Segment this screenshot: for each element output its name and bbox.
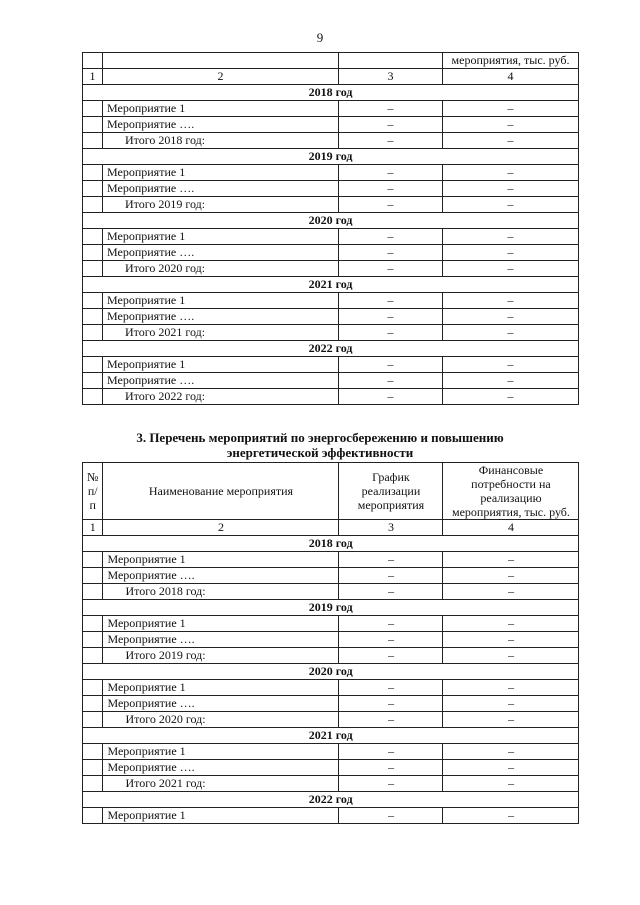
year-row [83, 664, 579, 680]
table-row [83, 616, 579, 632]
table-row [83, 680, 579, 696]
row-number-cell [83, 776, 103, 792]
col-number: 1 [83, 520, 103, 536]
table-measures-body [83, 463, 579, 824]
total-label: Итого 2020 год: [103, 261, 339, 277]
finance-cell: – [443, 776, 579, 792]
table-measures [82, 462, 579, 824]
total-label: Итого 2018 год: [103, 133, 339, 149]
table-row [83, 632, 579, 648]
measure-name: Мероприятие 1 [103, 616, 339, 632]
schedule-cell: – [339, 648, 443, 664]
schedule-cell: – [339, 293, 443, 309]
table-row [83, 357, 579, 373]
table-row [83, 309, 579, 325]
finance-cell: – [443, 165, 579, 181]
table-row [83, 648, 579, 664]
table-continuation [82, 52, 579, 405]
finance-cell: – [443, 760, 579, 776]
schedule-cell: – [339, 181, 443, 197]
table-row [83, 568, 579, 584]
col-number: 2 [103, 520, 339, 536]
row-number-cell [83, 696, 103, 712]
year-row [83, 536, 579, 552]
year-heading: 2020 год [83, 213, 579, 229]
finance-cell: – [443, 680, 579, 696]
measure-name: Мероприятие …. [103, 632, 339, 648]
row-number-cell [83, 373, 103, 389]
finance-cell: – [443, 197, 579, 213]
table-row [83, 325, 579, 341]
column-number-row [83, 520, 579, 536]
row-number-cell [83, 309, 103, 325]
table-row [83, 712, 579, 728]
table-row [83, 181, 579, 197]
measure-name: Мероприятие 1 [103, 680, 339, 696]
schedule-cell: – [339, 229, 443, 245]
measure-name: Мероприятие …. [103, 760, 339, 776]
row-number-cell [83, 568, 103, 584]
schedule-cell: – [339, 373, 443, 389]
finance-cell: – [443, 261, 579, 277]
table-row [83, 389, 579, 405]
table-row [83, 261, 579, 277]
finance-cell: – [443, 101, 579, 117]
finance-cell: – [443, 808, 579, 824]
year-row [83, 85, 579, 101]
total-label: Итого 2019 год: [103, 197, 339, 213]
measure-name: Мероприятие …. [103, 373, 339, 389]
year-row [83, 792, 579, 808]
year-row [83, 341, 579, 357]
row-number-cell [83, 712, 103, 728]
measure-name: Мероприятие 1 [103, 229, 339, 245]
finance-cell: – [443, 133, 579, 149]
row-number-cell [83, 680, 103, 696]
row-number-cell [83, 325, 103, 341]
measure-name: Мероприятие 1 [103, 293, 339, 309]
year-row [83, 728, 579, 744]
schedule-cell: – [339, 680, 443, 696]
schedule-cell: – [339, 552, 443, 568]
total-label: Итого 2019 год: [103, 648, 339, 664]
schedule-cell: – [339, 357, 443, 373]
finance-cell: – [443, 357, 579, 373]
measure-name: Мероприятие 1 [103, 357, 339, 373]
year-row [83, 600, 579, 616]
col-number: 1 [83, 69, 103, 85]
year-row [83, 213, 579, 229]
total-label: Итого 2020 год: [103, 712, 339, 728]
finance-cell: – [443, 373, 579, 389]
schedule-cell: – [339, 584, 443, 600]
measure-name: Мероприятие …. [103, 696, 339, 712]
finance-cell: – [443, 293, 579, 309]
row-number-cell [83, 197, 103, 213]
table-row [83, 552, 579, 568]
table-row [83, 696, 579, 712]
schedule-cell: – [339, 616, 443, 632]
measure-name: Мероприятие …. [103, 245, 339, 261]
table-row [83, 776, 579, 792]
schedule-cell: – [339, 117, 443, 133]
finance-cell: – [443, 568, 579, 584]
table-row [83, 133, 579, 149]
row-number-cell [83, 584, 103, 600]
measure-name: Мероприятие …. [103, 568, 339, 584]
schedule-cell: – [339, 568, 443, 584]
row-number-cell [83, 357, 103, 373]
header-tail-cell-3 [339, 53, 443, 69]
year-heading: 2018 год [83, 536, 579, 552]
finance-cell: – [443, 325, 579, 341]
schedule-cell: – [339, 245, 443, 261]
year-heading: 2022 год [83, 792, 579, 808]
finance-cell: – [443, 744, 579, 760]
table-row [83, 760, 579, 776]
measure-name: Мероприятие 1 [103, 165, 339, 181]
schedule-cell: – [339, 261, 443, 277]
col-number: 4 [443, 520, 579, 536]
schedule-cell: – [339, 808, 443, 824]
schedule-cell: – [339, 197, 443, 213]
row-number-cell [83, 101, 103, 117]
year-heading: 2018 год [83, 85, 579, 101]
year-row [83, 149, 579, 165]
finance-cell: – [443, 389, 579, 405]
finance-cell: – [443, 552, 579, 568]
table-row [83, 293, 579, 309]
total-label: Итого 2018 год: [103, 584, 339, 600]
header-tail-cell-1 [83, 53, 103, 69]
header-tail-cell-2 [103, 53, 339, 69]
finance-cell: – [443, 117, 579, 133]
table-row [83, 101, 579, 117]
finance-cell: – [443, 584, 579, 600]
table-continuation-body [83, 53, 579, 405]
col-number: 3 [339, 69, 443, 85]
year-heading: 2022 год [83, 341, 579, 357]
measure-name: Мероприятие …. [103, 117, 339, 133]
row-number-cell [83, 293, 103, 309]
measure-name: Мероприятие 1 [103, 552, 339, 568]
table-row [83, 373, 579, 389]
header-num: № п/п [83, 463, 103, 520]
schedule-cell: – [339, 760, 443, 776]
table-row [83, 584, 579, 600]
table-row [83, 245, 579, 261]
schedule-cell: – [339, 325, 443, 341]
row-number-cell [83, 181, 103, 197]
finance-cell: – [443, 245, 579, 261]
total-label: Итого 2021 год: [103, 776, 339, 792]
schedule-cell: – [339, 389, 443, 405]
table-header-row [83, 463, 579, 520]
finance-cell: – [443, 616, 579, 632]
year-heading: 2019 год [83, 149, 579, 165]
schedule-cell: – [339, 632, 443, 648]
header-name: Наименование мероприятия [103, 463, 339, 520]
measure-name: Мероприятие 1 [103, 101, 339, 117]
schedule-cell: – [339, 776, 443, 792]
table-row [83, 808, 579, 824]
year-heading: 2019 год [83, 600, 579, 616]
year-heading: 2021 год [83, 277, 579, 293]
row-number-cell [83, 648, 103, 664]
row-number-cell [83, 261, 103, 277]
finance-cell: – [443, 712, 579, 728]
row-number-cell [83, 133, 103, 149]
year-heading: 2021 год [83, 728, 579, 744]
table-row [83, 197, 579, 213]
total-label: Итого 2022 год: [103, 389, 339, 405]
table-row [83, 165, 579, 181]
schedule-cell: – [339, 712, 443, 728]
header-schedule: График реализации мероприятия [339, 463, 443, 520]
finance-cell: – [443, 229, 579, 245]
schedule-cell: – [339, 309, 443, 325]
table-row [83, 229, 579, 245]
finance-cell: – [443, 632, 579, 648]
year-row [83, 277, 579, 293]
section-title: 3. Перечень мероприятий по энергосбережению и повышению энергетической эффективности [136, 430, 504, 460]
measure-name: Мероприятие …. [103, 309, 339, 325]
column-number-row [83, 69, 579, 85]
page-number: 9 [316, 30, 324, 45]
finance-cell: – [443, 648, 579, 664]
col-number: 4 [443, 69, 579, 85]
col-number: 3 [339, 520, 443, 536]
row-number-cell [83, 229, 103, 245]
schedule-cell: – [339, 696, 443, 712]
measure-name: Мероприятие …. [103, 181, 339, 197]
year-heading: 2020 год [83, 664, 579, 680]
col-number: 2 [103, 69, 339, 85]
row-number-cell [83, 744, 103, 760]
row-number-cell [83, 616, 103, 632]
table-row [83, 744, 579, 760]
measure-name: Мероприятие 1 [103, 744, 339, 760]
row-number-cell [83, 632, 103, 648]
measure-name: Мероприятие 1 [103, 808, 339, 824]
row-number-cell [83, 808, 103, 824]
table-row [83, 117, 579, 133]
finance-cell: – [443, 181, 579, 197]
schedule-cell: – [339, 101, 443, 117]
total-label: Итого 2021 год: [103, 325, 339, 341]
finance-cell: – [443, 696, 579, 712]
row-number-cell [83, 760, 103, 776]
schedule-cell: – [339, 133, 443, 149]
row-number-cell [83, 389, 103, 405]
row-number-cell [83, 552, 103, 568]
schedule-cell: – [339, 165, 443, 181]
finance-cell: – [443, 309, 579, 325]
header-tail-finance: мероприятия, тыс. руб. [443, 53, 579, 69]
header-finance: Финансовые потребности на реализацию мероприятия, тыс. руб. [443, 463, 579, 520]
schedule-cell: – [339, 744, 443, 760]
row-number-cell [83, 165, 103, 181]
row-number-cell [83, 117, 103, 133]
header-tail-row [83, 53, 579, 69]
row-number-cell [83, 245, 103, 261]
